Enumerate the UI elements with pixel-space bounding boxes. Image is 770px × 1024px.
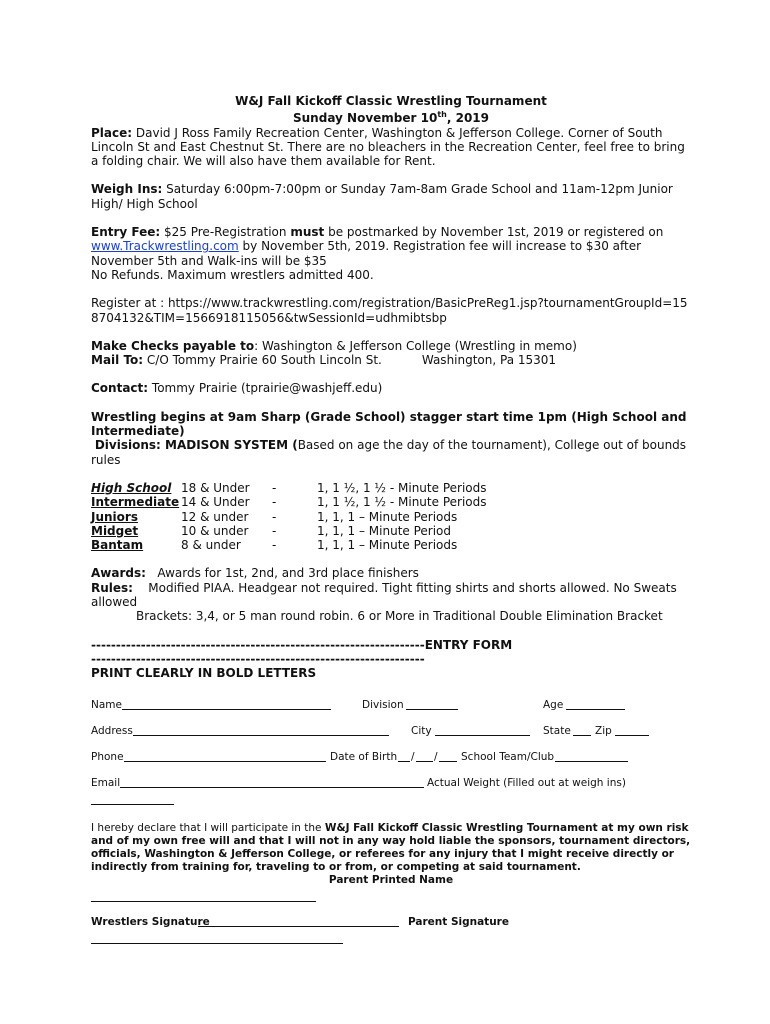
divisions-table bbox=[91, 481, 691, 552]
address-label: Address bbox=[91, 724, 133, 737]
parent-printed-name-label: Parent Printed Name bbox=[328, 873, 454, 886]
weigh-ins-paragraph: Weigh Ins: Saturday 6:00pm-7:00pm or Sunday 7am-8am Grade School and 11am-12pm Junior High/ High School bbox=[91, 182, 673, 211]
school-field[interactable] bbox=[555, 751, 628, 762]
contact-line: Contact: Tommy Prairie (tprairie@washjeff.edu) bbox=[91, 381, 383, 396]
division-row: Bantam 8 & under - 1, 1, 1 – Minute Periods bbox=[91, 538, 458, 553]
signature-row bbox=[91, 916, 691, 929]
dob-month-field[interactable] bbox=[398, 751, 410, 762]
state-label: State bbox=[543, 724, 571, 737]
weight-field[interactable] bbox=[91, 794, 174, 805]
address-field[interactable] bbox=[133, 725, 389, 736]
dob-sep: / bbox=[411, 750, 415, 763]
trackwrestling-link[interactable]: www.Trackwrestling.com bbox=[91, 239, 239, 254]
parent-signature-label: Parent Signature bbox=[408, 915, 509, 928]
email-field[interactable] bbox=[120, 777, 424, 788]
phone-row bbox=[91, 751, 691, 764]
age-label: Age bbox=[543, 698, 564, 711]
schedule-line: Wrestling begins at 9am Sharp (Grade School) stagger start time 1pm (High School and Intermediate) bbox=[91, 409, 687, 439]
email-row bbox=[91, 777, 691, 790]
division-label: Division bbox=[362, 698, 404, 711]
parent-printed-name-field[interactable] bbox=[91, 891, 316, 902]
divisions-line: Divisions: MADISON SYSTEM (Based on age the day of the tournament), College out of bounds rules bbox=[91, 438, 687, 467]
school-label: School Team/Club bbox=[461, 750, 555, 763]
parent-signature-field[interactable] bbox=[91, 933, 343, 944]
dob-day-field[interactable] bbox=[416, 751, 433, 762]
phone-label: Phone bbox=[91, 750, 124, 763]
division-row: Intermediate 14 & Under - 1, 1 ½, 1 ½ - Minute Periods bbox=[91, 495, 487, 510]
dob-label: Date of Birth bbox=[330, 750, 398, 763]
weight-label: Actual Weight (Filled out at weigh ins) bbox=[427, 776, 626, 789]
awards-line: Awards: Awards for 1st, 2nd, and 3rd place finishers bbox=[91, 566, 419, 581]
mail-line: Mail To: C/O Tommy Prairie 60 South Lincoln St. Washington, Pa 15301 bbox=[91, 353, 557, 368]
name-field[interactable] bbox=[122, 699, 331, 710]
division-row: Midget 10 & under - 1, 1, 1 – Minute Period bbox=[91, 523, 452, 538]
waiver-paragraph: I hereby declare that I will participate in the W&J Fall Kickoff Classic Wrestling Tournament at my own risk and of my own free will and that I will not in any way hold liable the sponsors, tournament directors, officials, Washington & Jefferson College, or referees for any injury that I might receive directly or indirectly from training for, traveling to or from, or competing at said tournament. bbox=[91, 821, 691, 873]
place-paragraph: Place: David J Ross Family Recreation Center, Washington & Jefferson College. Corner of South Lincoln St and East Chestnut St. There are no bleachers in the Recreation Center, feel free to bring a folding chair. We will also have them available for Rent. bbox=[91, 125, 685, 169]
tournament-date: Sunday November 10th, 2019 bbox=[293, 110, 489, 126]
dob-sep: / bbox=[434, 750, 438, 763]
division-field[interactable] bbox=[406, 699, 458, 710]
division-row: High School 18 & Under - 1, 1 ½, 1 ½ - Minute Periods bbox=[91, 480, 487, 495]
name-row bbox=[91, 699, 691, 712]
city-label: City bbox=[411, 724, 432, 737]
brackets-line: Brackets: 3,4, or 5 man round robin. 6 or More in Traditional Double Elimination Bracket bbox=[136, 609, 663, 624]
name-label: Name bbox=[91, 698, 122, 711]
zip-label: Zip bbox=[595, 724, 612, 737]
register-paragraph: Register at : https://www.trackwrestling.com/registration/BasicPreReg1.jsp?tournamentGroupId=158704132&TIM=1566918115056&twSessionId=udhmibtsbp bbox=[91, 296, 688, 325]
entry-form-heading: -------------------------------------------------------------------ENTRY FORM bbox=[91, 637, 513, 652]
address-row bbox=[91, 725, 691, 738]
phone-field[interactable] bbox=[124, 751, 326, 762]
tournament-title: W&J Fall Kickoff Classic Wrestling Tournament bbox=[235, 94, 547, 108]
refund-line: No Refunds. Maximum wrestlers admitted 400. bbox=[91, 267, 374, 282]
state-field[interactable] bbox=[573, 725, 591, 736]
entry-form-divider: ------------------------------------------------------------------- bbox=[91, 651, 425, 666]
entry-fee-paragraph: Entry Fee: $25 Pre-Registration must be postmarked by November 1st, 2019 or registered on www.Trackwrestling.com by November 5th, 2019. Registration fee will increase to $30 after November 5th and Walk-ins will be $35 bbox=[91, 225, 664, 268]
wrestler-signature-label: Wrestlers Signature bbox=[91, 915, 210, 928]
zip-field[interactable] bbox=[615, 725, 649, 736]
email-label: Email bbox=[91, 776, 121, 789]
dob-year-field[interactable] bbox=[439, 751, 457, 762]
division-row: Juniors 12 & under - 1, 1, 1 – Minute Periods bbox=[91, 509, 458, 524]
wrestler-signature-field[interactable] bbox=[198, 916, 399, 927]
city-field[interactable] bbox=[435, 725, 530, 736]
age-field[interactable] bbox=[566, 699, 625, 710]
print-clearly: PRINT CLEARLY IN BOLD LETTERS bbox=[91, 666, 317, 681]
checks-line: Make Checks payable to: Washington & Jefferson College (Wrestling in memo) bbox=[91, 338, 577, 353]
rules-line: Rules: Modified PIAA. Headgear not required. Tight fitting shirts and shorts allowed. No Sweats allowed bbox=[91, 580, 677, 610]
document-page bbox=[91, 94, 691, 944]
